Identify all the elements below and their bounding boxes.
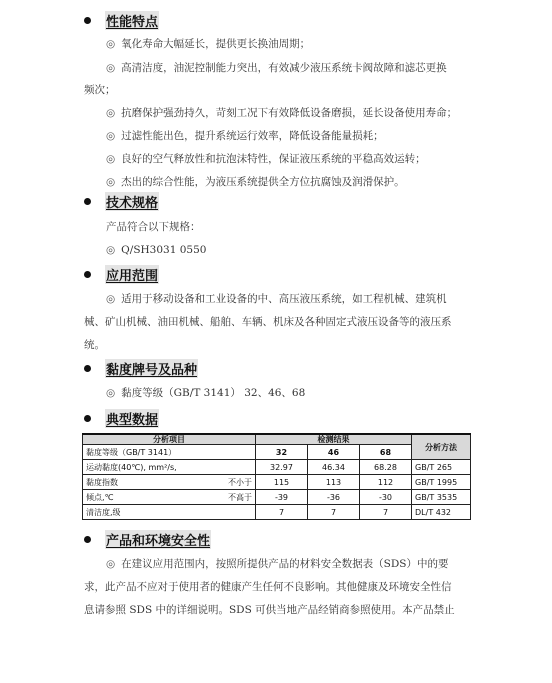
feature-item: ◎ 杰出的综合性能，为液压系统提供全方位抗腐蚀及润滑保护。	[106, 176, 405, 188]
circle-bullet-icon: ◎	[106, 387, 116, 399]
table-cell-value: 46.34	[308, 460, 360, 475]
grades-item: ◎ 黏度等级（GB/T 3141） 32、46、68	[106, 387, 306, 399]
table-row	[83, 505, 471, 520]
table-cell-prop: 倾点,℃ 不高于	[83, 490, 256, 505]
table-header-result: 检测结果	[256, 434, 412, 445]
bullet-icon	[84, 415, 91, 422]
application-line: ◎ 适用于移动设备和工业设备的中、高压液压系统，如工程机械、建筑机	[106, 293, 447, 305]
bullet-icon	[84, 271, 91, 278]
circle-bullet-icon: ◎	[106, 244, 116, 256]
table-cell-value: 46	[308, 445, 360, 460]
table-cell-prop: 清洁度,级	[83, 505, 256, 520]
feature-item: ◎ 抗磨保护强劲持久，苛刻工况下有效降低设备磨损，延长设备使用寿命；	[106, 107, 458, 119]
safety-line: 息请参照 SDS 中的详细说明。SDS 可供当地产品经销商参照使用。本产品禁止	[84, 604, 455, 616]
table-cell-method: GB/T 265	[412, 460, 471, 475]
section-title: 性能特点	[105, 11, 159, 30]
table-cell-prop: 运动黏度(40℃), mm²/s,	[83, 460, 256, 475]
specs-item: ◎ Q/SH3031 0550	[106, 244, 207, 256]
table-header-method: 分析方法	[412, 434, 471, 460]
table-cell-value: 113	[308, 475, 360, 490]
circle-bullet-icon: ◎	[106, 107, 116, 119]
table-cell-method: GB/T 3535	[412, 490, 471, 505]
table-cell-value: 32.97	[256, 460, 308, 475]
specs-intro: 产品符合以下规格：	[106, 221, 201, 233]
circle-bullet-icon: ◎	[106, 130, 116, 142]
application-line: 统。	[84, 339, 105, 351]
bullet-icon	[84, 198, 91, 205]
table-cell-method: GB/T 1995	[412, 475, 471, 490]
section-title: 典型数据	[105, 409, 159, 428]
bullet-icon	[84, 17, 91, 24]
table-cell-value: 7	[308, 505, 360, 520]
section-heading-features	[84, 10, 159, 30]
feature-item: ◎ 氧化寿命大幅延长，提供更长换油周期；	[106, 38, 311, 50]
safety-line: ◎ 在建议应用范围内，按照所提供产品的材料安全数据表（SDS）中的要	[106, 558, 449, 570]
feature-item-continued: 频次；	[84, 84, 116, 96]
section-title: 技术规格	[105, 192, 159, 211]
circle-bullet-icon: ◎	[106, 558, 116, 570]
table-cell-value: -39	[256, 490, 308, 505]
table-cell-value: 68	[360, 445, 412, 460]
safety-line: 求，此产品不应对于使用者的健康产生任何不良影响。其他健康及环境安全性信	[84, 581, 452, 593]
circle-bullet-icon: ◎	[106, 62, 116, 74]
feature-item: ◎ 良好的空气释放性和抗泡沫特性，保证液压系统的平稳高效运转；	[106, 153, 426, 165]
section-heading-safety	[84, 529, 211, 549]
table-row	[83, 490, 471, 505]
section-title: 应用范围	[105, 265, 159, 284]
typical-data-table	[82, 433, 471, 520]
table-cell-value: 68.28	[360, 460, 412, 475]
section-heading-application	[84, 264, 159, 284]
table-cell-value: 32	[256, 445, 308, 460]
table-header-item: 分析项目	[83, 434, 256, 445]
table-cell-method: DL/T 432	[412, 505, 471, 520]
section-heading-typical	[84, 408, 159, 428]
table-cell-value: 7	[256, 505, 308, 520]
table-cell-value: -36	[308, 490, 360, 505]
circle-bullet-icon: ◎	[106, 38, 116, 50]
application-line: 械、矿山机械、油田机械、船舶、车辆、机床及各种固定式液压设备等的液压系	[84, 316, 452, 328]
table-cell-value: 7	[360, 505, 412, 520]
circle-bullet-icon: ◎	[106, 293, 116, 305]
table-cell-value: -30	[360, 490, 412, 505]
circle-bullet-icon: ◎	[106, 153, 116, 165]
bullet-icon	[84, 536, 91, 543]
table-cell-prop: 黏度指数 不小于	[83, 475, 256, 490]
table-cell-value: 112	[360, 475, 412, 490]
table-row	[83, 475, 471, 490]
circle-bullet-icon: ◎	[106, 176, 116, 188]
feature-item: ◎ 过滤性能出色，提升系统运行效率，降低设备能量损耗；	[106, 130, 384, 142]
section-title: 产品和环境安全性	[105, 530, 211, 549]
table-row	[83, 460, 471, 475]
section-heading-specs	[84, 191, 159, 211]
bullet-icon	[84, 365, 91, 372]
feature-item: ◎ 高清洁度，油泥控制能力突出，有效减少液压系统卡阀故障和滤芯更换	[106, 62, 447, 74]
section-title: 黏度牌号及品种	[105, 359, 198, 378]
table-cell-prop: 黏度等级（GB/T 3141）	[83, 445, 256, 460]
table-cell-value: 115	[256, 475, 308, 490]
section-heading-grades	[84, 358, 198, 378]
